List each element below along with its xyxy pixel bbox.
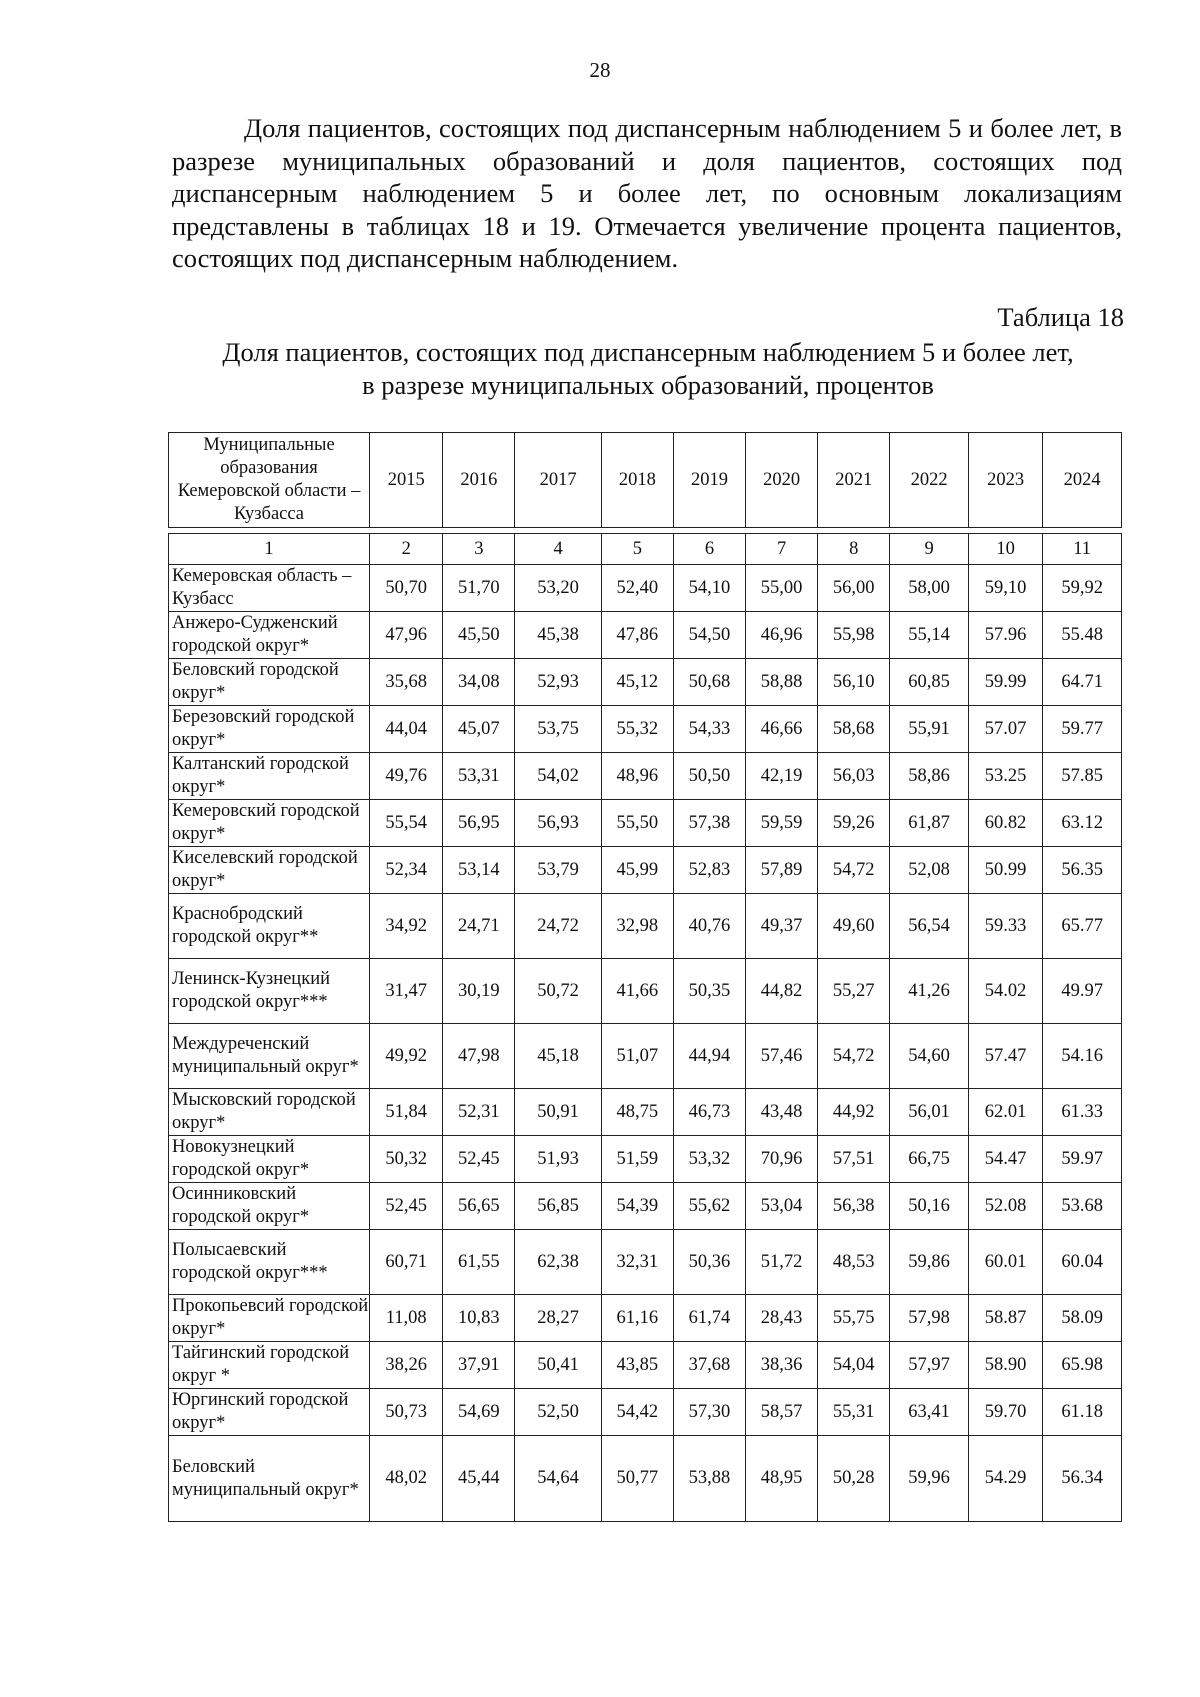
value-cell: 57,46 bbox=[746, 1024, 818, 1089]
value-cell: 51,59 bbox=[601, 1136, 673, 1183]
table-row bbox=[169, 894, 1122, 959]
municipality-name: Калтанский городской округ* bbox=[169, 753, 370, 800]
value-cell: 55,27 bbox=[818, 959, 890, 1024]
value-cell: 48,96 bbox=[601, 753, 673, 800]
value-cell: 37,91 bbox=[443, 1342, 515, 1389]
value-cell: 58,00 bbox=[890, 565, 969, 612]
value-cell: 32,98 bbox=[601, 894, 673, 959]
header-municipality: Муниципальные образования Кемеровской области – Кузбасса bbox=[169, 433, 370, 528]
table-row bbox=[169, 1183, 1122, 1230]
value-cell: 56.34 bbox=[1043, 1436, 1122, 1522]
value-cell: 56,93 bbox=[515, 800, 601, 847]
value-cell: 55,98 bbox=[818, 612, 890, 659]
value-cell: 50,36 bbox=[673, 1230, 745, 1295]
value-cell: 48,53 bbox=[818, 1230, 890, 1295]
municipality-name: Прокопьевсий городской округ* bbox=[169, 1295, 370, 1342]
value-cell: 53,79 bbox=[515, 847, 601, 894]
value-cell: 50,32 bbox=[370, 1136, 443, 1183]
value-cell: 59,86 bbox=[890, 1230, 969, 1295]
value-cell: 34,92 bbox=[370, 894, 443, 959]
value-cell: 61.18 bbox=[1043, 1389, 1122, 1436]
value-cell: 54,50 bbox=[673, 612, 745, 659]
value-cell: 59,26 bbox=[818, 800, 890, 847]
value-cell: 30,19 bbox=[443, 959, 515, 1024]
value-cell: 45,18 bbox=[515, 1024, 601, 1089]
value-cell: 45,99 bbox=[601, 847, 673, 894]
value-cell: 49,60 bbox=[818, 894, 890, 959]
column-number-cell: 4 bbox=[515, 534, 601, 565]
value-cell: 28,27 bbox=[515, 1295, 601, 1342]
value-cell: 59.77 bbox=[1043, 706, 1122, 753]
value-cell: 56,01 bbox=[890, 1089, 969, 1136]
value-cell: 46,73 bbox=[673, 1089, 745, 1136]
column-number-row bbox=[169, 534, 1122, 565]
header-year: 2019 bbox=[673, 433, 745, 528]
value-cell: 51,07 bbox=[601, 1024, 673, 1089]
value-cell: 50,16 bbox=[890, 1183, 969, 1230]
value-cell: 40,76 bbox=[673, 894, 745, 959]
value-cell: 49,76 bbox=[370, 753, 443, 800]
value-cell: 53,31 bbox=[443, 753, 515, 800]
value-cell: 49,37 bbox=[746, 894, 818, 959]
header-year: 2018 bbox=[601, 433, 673, 528]
value-cell: 55.48 bbox=[1043, 612, 1122, 659]
value-cell: 55,91 bbox=[890, 706, 969, 753]
value-cell: 59.99 bbox=[968, 659, 1042, 706]
value-cell: 59,96 bbox=[890, 1436, 969, 1522]
value-cell: 57.96 bbox=[968, 612, 1042, 659]
value-cell: 53.25 bbox=[968, 753, 1042, 800]
value-cell: 54,04 bbox=[818, 1342, 890, 1389]
header-year: 2023 bbox=[968, 433, 1042, 528]
value-cell: 60.82 bbox=[968, 800, 1042, 847]
value-cell: 57,51 bbox=[818, 1136, 890, 1183]
table-header bbox=[168, 432, 1122, 528]
data-table bbox=[168, 533, 1122, 1522]
value-cell: 38,36 bbox=[746, 1342, 818, 1389]
header-year: 2016 bbox=[443, 433, 515, 528]
value-cell: 62.01 bbox=[968, 1089, 1042, 1136]
table-row bbox=[169, 1295, 1122, 1342]
value-cell: 58.90 bbox=[968, 1342, 1042, 1389]
header-year: 2017 bbox=[515, 433, 601, 528]
value-cell: 56,85 bbox=[515, 1183, 601, 1230]
municipality-name: Осинниковский городской округ* bbox=[169, 1183, 370, 1230]
value-cell: 47,96 bbox=[370, 612, 443, 659]
value-cell: 50,35 bbox=[673, 959, 745, 1024]
column-number-cell: 2 bbox=[370, 534, 443, 565]
value-cell: 61,16 bbox=[601, 1295, 673, 1342]
value-cell: 50.99 bbox=[968, 847, 1042, 894]
value-cell: 56,95 bbox=[443, 800, 515, 847]
value-cell: 61,55 bbox=[443, 1230, 515, 1295]
value-cell: 55,75 bbox=[818, 1295, 890, 1342]
value-cell: 47,98 bbox=[443, 1024, 515, 1089]
value-cell: 52,08 bbox=[890, 847, 969, 894]
value-cell: 53,75 bbox=[515, 706, 601, 753]
value-cell: 42,19 bbox=[746, 753, 818, 800]
value-cell: 62,38 bbox=[515, 1230, 601, 1295]
value-cell: 58.87 bbox=[968, 1295, 1042, 1342]
value-cell: 53,20 bbox=[515, 565, 601, 612]
table-label: Таблица 18 bbox=[997, 302, 1124, 332]
value-cell: 52,93 bbox=[515, 659, 601, 706]
header-year: 2015 bbox=[370, 433, 443, 528]
municipality-name: Кемеровская область – Кузбасс bbox=[169, 565, 370, 612]
value-cell: 58,68 bbox=[818, 706, 890, 753]
value-cell: 59.97 bbox=[1043, 1136, 1122, 1183]
value-cell: 55,32 bbox=[601, 706, 673, 753]
value-cell: 38,26 bbox=[370, 1342, 443, 1389]
value-cell: 50,77 bbox=[601, 1436, 673, 1522]
municipality-name: Анжеро-Судженский городской округ* bbox=[169, 612, 370, 659]
table-row bbox=[169, 1389, 1122, 1436]
value-cell: 52,45 bbox=[370, 1183, 443, 1230]
value-cell: 54,69 bbox=[443, 1389, 515, 1436]
column-number-cell: 3 bbox=[443, 534, 515, 565]
value-cell: 35,68 bbox=[370, 659, 443, 706]
value-cell: 65.77 bbox=[1043, 894, 1122, 959]
value-cell: 57,38 bbox=[673, 800, 745, 847]
table-row bbox=[169, 847, 1122, 894]
value-cell: 53,14 bbox=[443, 847, 515, 894]
value-cell: 55,14 bbox=[890, 612, 969, 659]
value-cell: 58,57 bbox=[746, 1389, 818, 1436]
value-cell: 50,72 bbox=[515, 959, 601, 1024]
value-cell: 52.08 bbox=[968, 1183, 1042, 1230]
header-year: 2022 bbox=[890, 433, 969, 528]
value-cell: 58,88 bbox=[746, 659, 818, 706]
value-cell: 66,75 bbox=[890, 1136, 969, 1183]
table-title-line-2: в разрезе муниципальных образований, процентов bbox=[362, 369, 934, 400]
value-cell: 34,08 bbox=[443, 659, 515, 706]
value-cell: 57,89 bbox=[746, 847, 818, 894]
value-cell: 54.02 bbox=[968, 959, 1042, 1024]
value-cell: 57.47 bbox=[968, 1024, 1042, 1089]
value-cell: 55,50 bbox=[601, 800, 673, 847]
value-cell: 56,03 bbox=[818, 753, 890, 800]
value-cell: 63,41 bbox=[890, 1389, 969, 1436]
value-cell: 45,07 bbox=[443, 706, 515, 753]
value-cell: 64.71 bbox=[1043, 659, 1122, 706]
intro-paragraph: Доля пациентов, состоящих под диспансерным наблюдением 5 и более лет, в разрезе муниципальных образований и доля пациентов, состоящих под диспансерным наблюдением 5 и более лет, по основным локализациям представлены в таблицах 18 и 19. Отмечается увеличение процента пациентов, состоящих под диспансерным наблюдением. bbox=[172, 113, 1122, 273]
value-cell: 54,72 bbox=[818, 847, 890, 894]
value-cell: 57.85 bbox=[1043, 753, 1122, 800]
value-cell: 48,95 bbox=[746, 1436, 818, 1522]
municipality-name: Ленинск-Кузнецкий городской округ*** bbox=[169, 959, 370, 1024]
value-cell: 53,88 bbox=[673, 1436, 745, 1522]
column-number-cell: 5 bbox=[601, 534, 673, 565]
municipality-name: Беловский городской округ* bbox=[169, 659, 370, 706]
value-cell: 53,04 bbox=[746, 1183, 818, 1230]
value-cell: 59,59 bbox=[746, 800, 818, 847]
value-cell: 44,92 bbox=[818, 1089, 890, 1136]
value-cell: 56,54 bbox=[890, 894, 969, 959]
value-cell: 52,45 bbox=[443, 1136, 515, 1183]
value-cell: 57.07 bbox=[968, 706, 1042, 753]
value-cell: 46,96 bbox=[746, 612, 818, 659]
municipality-name: Беловский муниципальный округ* bbox=[169, 1436, 370, 1522]
value-cell: 57,30 bbox=[673, 1389, 745, 1436]
table-row bbox=[169, 706, 1122, 753]
municipality-name: Краснобродский городской округ** bbox=[169, 894, 370, 959]
value-cell: 52,34 bbox=[370, 847, 443, 894]
table-row bbox=[169, 1024, 1122, 1089]
value-cell: 56,00 bbox=[818, 565, 890, 612]
column-number-cell: 10 bbox=[968, 534, 1042, 565]
value-cell: 50,41 bbox=[515, 1342, 601, 1389]
value-cell: 11,08 bbox=[370, 1295, 443, 1342]
table-row bbox=[169, 753, 1122, 800]
header-year: 2021 bbox=[818, 433, 890, 528]
municipality-name: Тайгинский городской округ * bbox=[169, 1342, 370, 1389]
value-cell: 48,02 bbox=[370, 1436, 443, 1522]
value-cell: 54,64 bbox=[515, 1436, 601, 1522]
value-cell: 37,68 bbox=[673, 1342, 745, 1389]
value-cell: 45,38 bbox=[515, 612, 601, 659]
value-cell: 56,65 bbox=[443, 1183, 515, 1230]
column-number-cell: 1 bbox=[169, 534, 370, 565]
value-cell: 47,86 bbox=[601, 612, 673, 659]
value-cell: 28,43 bbox=[746, 1295, 818, 1342]
value-cell: 56.35 bbox=[1043, 847, 1122, 894]
table-row bbox=[169, 959, 1122, 1024]
value-cell: 54,72 bbox=[818, 1024, 890, 1089]
value-cell: 60,71 bbox=[370, 1230, 443, 1295]
table-row bbox=[169, 612, 1122, 659]
column-number-cell: 7 bbox=[746, 534, 818, 565]
value-cell: 54,33 bbox=[673, 706, 745, 753]
value-cell: 41,66 bbox=[601, 959, 673, 1024]
column-number-cell: 6 bbox=[673, 534, 745, 565]
value-cell: 54.16 bbox=[1043, 1024, 1122, 1089]
value-cell: 48,75 bbox=[601, 1089, 673, 1136]
table-row bbox=[169, 565, 1122, 612]
value-cell: 55,31 bbox=[818, 1389, 890, 1436]
value-cell: 10,83 bbox=[443, 1295, 515, 1342]
value-cell: 24,72 bbox=[515, 894, 601, 959]
value-cell: 52,50 bbox=[515, 1389, 601, 1436]
table-title bbox=[172, 336, 1124, 401]
value-cell: 44,04 bbox=[370, 706, 443, 753]
value-cell: 55,00 bbox=[746, 565, 818, 612]
value-cell: 32,31 bbox=[601, 1230, 673, 1295]
value-cell: 54,39 bbox=[601, 1183, 673, 1230]
column-number-cell: 8 bbox=[818, 534, 890, 565]
table-row bbox=[169, 1136, 1122, 1183]
value-cell: 52,40 bbox=[601, 565, 673, 612]
header-year: 2020 bbox=[746, 433, 818, 528]
value-cell: 50,70 bbox=[370, 565, 443, 612]
value-cell: 51,72 bbox=[746, 1230, 818, 1295]
value-cell: 55,54 bbox=[370, 800, 443, 847]
page-number: 28 bbox=[589, 58, 611, 82]
value-cell: 57,98 bbox=[890, 1295, 969, 1342]
value-cell: 70,96 bbox=[746, 1136, 818, 1183]
value-cell: 52,31 bbox=[443, 1089, 515, 1136]
municipality-name: Юргинский городской округ* bbox=[169, 1389, 370, 1436]
table-row bbox=[169, 1230, 1122, 1295]
value-cell: 44,94 bbox=[673, 1024, 745, 1089]
value-cell: 50,50 bbox=[673, 753, 745, 800]
table-row bbox=[169, 1436, 1122, 1522]
value-cell: 52,83 bbox=[673, 847, 745, 894]
header-year: 2024 bbox=[1043, 433, 1122, 528]
value-cell: 51,93 bbox=[515, 1136, 601, 1183]
value-cell: 43,85 bbox=[601, 1342, 673, 1389]
value-cell: 60.04 bbox=[1043, 1230, 1122, 1295]
value-cell: 59.33 bbox=[968, 894, 1042, 959]
value-cell: 50,68 bbox=[673, 659, 745, 706]
column-number-cell: 9 bbox=[890, 534, 969, 565]
value-cell: 51,70 bbox=[443, 565, 515, 612]
value-cell: 49.97 bbox=[1043, 959, 1122, 1024]
value-cell: 45,44 bbox=[443, 1436, 515, 1522]
value-cell: 60,85 bbox=[890, 659, 969, 706]
value-cell: 56,38 bbox=[818, 1183, 890, 1230]
column-number-cell: 11 bbox=[1043, 534, 1122, 565]
table-title-line-1: Доля пациентов, состоящих под диспансерным наблюдением 5 и более лет, bbox=[222, 337, 1074, 367]
value-cell: 54,60 bbox=[890, 1024, 969, 1089]
value-cell: 44,82 bbox=[746, 959, 818, 1024]
value-cell: 45,50 bbox=[443, 612, 515, 659]
value-cell: 61,74 bbox=[673, 1295, 745, 1342]
municipality-name: Березовский городской округ* bbox=[169, 706, 370, 753]
value-cell: 54.47 bbox=[968, 1136, 1042, 1183]
value-cell: 51,84 bbox=[370, 1089, 443, 1136]
value-cell: 31,47 bbox=[370, 959, 443, 1024]
value-cell: 61.33 bbox=[1043, 1089, 1122, 1136]
value-cell: 55,62 bbox=[673, 1183, 745, 1230]
value-cell: 58.09 bbox=[1043, 1295, 1122, 1342]
value-cell: 63.12 bbox=[1043, 800, 1122, 847]
value-cell: 59.70 bbox=[968, 1389, 1042, 1436]
municipality-name: Новокузнецкий городской округ* bbox=[169, 1136, 370, 1183]
value-cell: 54.29 bbox=[968, 1436, 1042, 1522]
value-cell: 46,66 bbox=[746, 706, 818, 753]
municipality-name: Полысаевский городской округ*** bbox=[169, 1230, 370, 1295]
value-cell: 58,86 bbox=[890, 753, 969, 800]
value-cell: 56,10 bbox=[818, 659, 890, 706]
value-cell: 24,71 bbox=[443, 894, 515, 959]
table-row bbox=[169, 1342, 1122, 1389]
municipality-name: Мысковский городской округ* bbox=[169, 1089, 370, 1136]
value-cell: 65.98 bbox=[1043, 1342, 1122, 1389]
value-cell: 45,12 bbox=[601, 659, 673, 706]
value-cell: 54,42 bbox=[601, 1389, 673, 1436]
municipality-name: Кемеровский городской округ* bbox=[169, 800, 370, 847]
value-cell: 50,91 bbox=[515, 1089, 601, 1136]
value-cell: 57,97 bbox=[890, 1342, 969, 1389]
municipality-name: Междуреченский муниципальный округ* bbox=[169, 1024, 370, 1089]
value-cell: 50,28 bbox=[818, 1436, 890, 1522]
value-cell: 61,87 bbox=[890, 800, 969, 847]
value-cell: 53,32 bbox=[673, 1136, 745, 1183]
table-row bbox=[169, 1089, 1122, 1136]
value-cell: 53.68 bbox=[1043, 1183, 1122, 1230]
value-cell: 50,73 bbox=[370, 1389, 443, 1436]
value-cell: 59,92 bbox=[1043, 565, 1122, 612]
table-row bbox=[169, 659, 1122, 706]
value-cell: 43,48 bbox=[746, 1089, 818, 1136]
value-cell: 49,92 bbox=[370, 1024, 443, 1089]
table-row bbox=[169, 800, 1122, 847]
value-cell: 60.01 bbox=[968, 1230, 1042, 1295]
value-cell: 59,10 bbox=[968, 565, 1042, 612]
value-cell: 54,10 bbox=[673, 565, 745, 612]
municipality-name: Киселевский городской округ* bbox=[169, 847, 370, 894]
value-cell: 41,26 bbox=[890, 959, 969, 1024]
value-cell: 54,02 bbox=[515, 753, 601, 800]
